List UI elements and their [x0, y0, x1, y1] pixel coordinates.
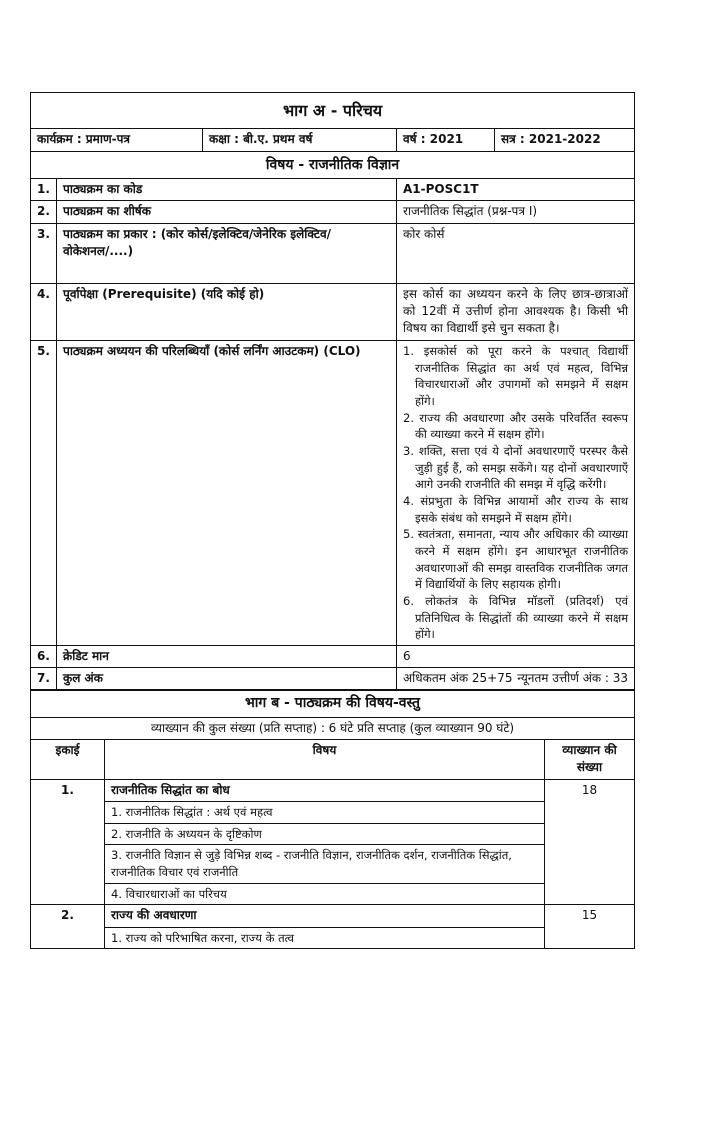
topic-item: 1. राजनीतिक सिद्धांत : अर्थ एवं महत्व: [105, 802, 545, 824]
part-a-heading: भाग अ - परिचय: [31, 93, 635, 129]
outcome-item: 6. लोकतंत्र के विभिन्न मॉडलों (प्रतिदर्श) एवं प्रतिनिधित्व के सिद्धांतों की व्याख्या करने में सक्षम होंगे।: [403, 593, 629, 642]
row-label: पूर्वापेक्षा (Prerequisite) (यदि कोई हो): [57, 283, 397, 340]
unit-number: 2.: [31, 905, 105, 949]
row-number: 1.: [31, 178, 57, 200]
row-label: पाठ्यक्रम अध्ययन की परिलब्धियाँ (कोर्स लर्निंग आउटकम) (CLO): [57, 340, 397, 645]
course-title: राजनीतिक सिद्धांत (प्रश्न-पत्र I): [397, 201, 635, 223]
table-row: [31, 178, 635, 200]
unit-title: राज्य की अवधारणा: [105, 905, 545, 927]
total-marks: [397, 668, 635, 690]
table-row: [31, 201, 635, 223]
part-b-table: [30, 689, 635, 949]
row-number: 5.: [31, 340, 57, 645]
row-label: पाठ्यक्रम का शीर्षक: [57, 201, 397, 223]
session-cell: सत्र : 2021-2022: [495, 129, 635, 151]
row-number: 6.: [31, 645, 57, 667]
course-code: A1-POSC1T: [397, 178, 635, 200]
outcome-item: 3. शक्ति, सत्ता एवं ये दोनों अवधारणाएँ परस्पर कैसे जुड़ी हुई हैं, को समझ सकेंगे। यह दोनों अवधारणाएँ आगे उनकी राजनीति की समझ में वृद्धि करेंगी।: [403, 443, 629, 492]
topic-item: 4. विचारधाराओं का परिचय: [105, 883, 545, 905]
class-cell: कक्षा : बी.ए. प्रथम वर्ष: [203, 129, 397, 151]
prerequisite: इस कोर्स का अध्ययन करने के लिए छात्र-छात्राओं को 12वीं में उत्तीर्ण होना आवश्यक है। किसी भी विषय का विद्यार्थी इसे चुन सकता है।: [397, 283, 635, 340]
row-label: पाठ्यक्रम का कोड: [57, 178, 397, 200]
unit-lectures: 18: [545, 779, 635, 905]
topic-item: 2. राजनीति के अध्ययन के दृष्टिकोण: [105, 823, 545, 845]
outcome-item: 1. इसकोर्स को पूरा करने के पश्चात् विद्यार्थी राजनीतिक सिद्धांत का अर्थ एवं महत्व, विभिन्न विचारधाराओं और उपागमों को समझने में सक्षम होंगे।: [403, 343, 629, 408]
lectures-note: व्याख्यान की कुल संख्या (प्रति सप्ताह) : 6 घंटे प्रति सप्ताह (कुल व्याख्यान 90 घंटे): [31, 717, 635, 739]
unit-row: [31, 905, 635, 927]
course-type: कोर कोर्स: [397, 223, 635, 283]
unit-title: राजनीतिक सिद्धांत का बोध: [105, 779, 545, 801]
topic-item: 3. राजनीति विज्ञान से जुड़े विभिन्न शब्द - राजनीति विज्ञान, राजनीतिक दर्शन, राजनीतिक सिद्धांत, राजनीतिक विचार एवं राजनीति: [105, 845, 545, 883]
table-row: [31, 645, 635, 667]
row-label: पाठ्यक्रम का प्रकार : (कोर कोर्स/इलेक्टिव/जेनेरिक इलेक्टिव/वोकेशनल/....): [57, 223, 397, 283]
table-row: [31, 668, 635, 690]
row-number: 4.: [31, 283, 57, 340]
row-number: 3.: [31, 223, 57, 283]
unit-lectures: 15: [545, 905, 635, 949]
unit-number: 1.: [31, 779, 105, 905]
program-cell: कार्यक्रम : प्रमाण-पत्र: [31, 129, 203, 151]
table-row: [31, 340, 635, 645]
outcome-item: 2. राज्य की अवधारणा और उसके परिवर्तित स्वरूप की व्याख्या करने में सक्षम होंगे।: [403, 410, 629, 442]
part-a-table: [30, 92, 635, 691]
topic-item: 1. राज्य को परिभाषित करना, राज्य के तत्व: [105, 927, 545, 949]
col-unit: इकाई: [31, 739, 105, 779]
table-row: [31, 223, 635, 283]
year-cell: वर्ष : 2021: [397, 129, 495, 151]
learning-outcomes: [397, 340, 635, 645]
row-number: 7.: [31, 668, 57, 690]
row-label: क्रेडिट मान: [57, 645, 397, 667]
col-topic: विषय: [105, 739, 545, 779]
outcome-item: 5. स्वतंत्रता, समानता, न्याय और अधिकार की व्याख्या करने में सक्षम होंगे। इन आधारभूत राजनीतिक अवधारणाओं की समझ वास्तविक राजनीतिक जगत में विद्यार्थियों के लिए सहायक होगी।: [403, 527, 629, 592]
max-marks: अधिकतम अंक 25+75: [403, 671, 513, 686]
outcome-item: 4. संप्रभुता के विभिन्न आयामों और राज्य के साथ इसके संबंध को समझने में सक्षम होंगे।: [403, 493, 629, 525]
table-row: [31, 283, 635, 340]
row-number: 2.: [31, 201, 57, 223]
credit-value: 6: [397, 645, 635, 667]
unit-row: [31, 779, 635, 801]
row-label: कुल अंक: [57, 668, 397, 690]
col-lectures: व्याख्यान की संख्या: [545, 739, 635, 779]
subject-heading: विषय - राजनीतिक विज्ञान: [31, 151, 635, 178]
part-b-heading: भाग ब - पाठ्यक्रम की विषय-वस्तु: [31, 690, 635, 717]
syllabus-page: [30, 92, 634, 949]
min-pass-marks: न्यूनतम उत्तीर्ण अंक : 33: [517, 671, 629, 686]
